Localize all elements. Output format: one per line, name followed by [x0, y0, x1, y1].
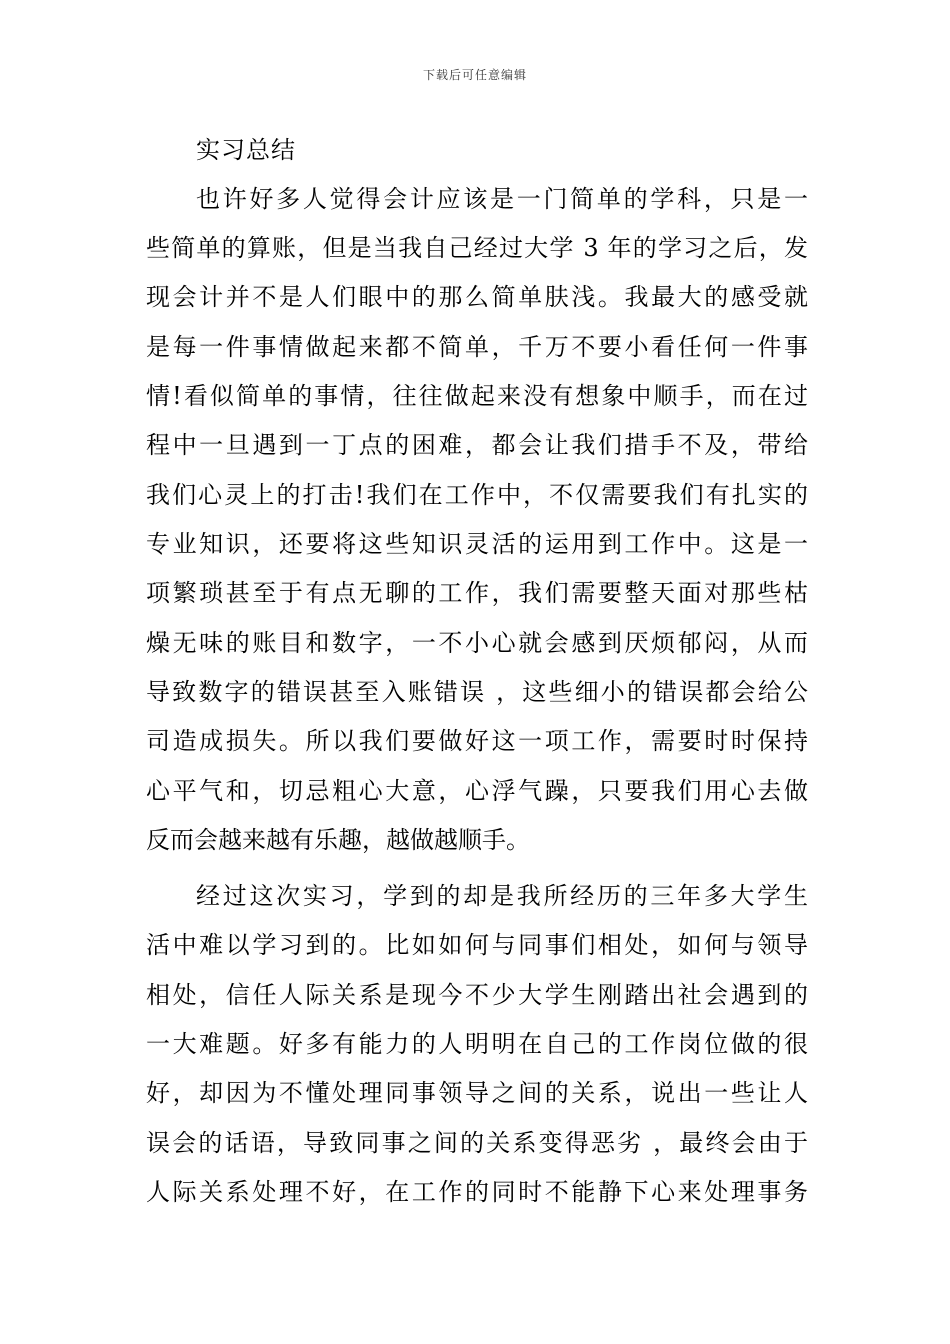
text-line: 我们心灵上的打击!我们在工作中，不仅需要我们有扎实的 [146, 481, 808, 509]
text-line: 现会计并不是人们眼中的那么简单肤浅。我最大的感受就 [146, 283, 808, 311]
text-line: 司造成损失。所以我们要做好这一项工作，需要时时保持 [146, 727, 808, 755]
text-line: 导致数字的错误甚至入账错误 ，这些细小的错误都会给公 [146, 678, 808, 706]
text-line: 一大难题。好多有能力的人明明在自己的工作岗位做的很 [146, 1030, 808, 1058]
text-line: 燥无味的账目和数字，一不小心就会感到厌烦郁闷，从而 [146, 629, 808, 657]
text-line: 好，却因为不懂处理同事领导之间的关系，说出一些让人 [146, 1079, 808, 1107]
text-line: 反而会越来越有乐趣，越做越顺手。 [146, 826, 530, 854]
text-line: 专业知识，还要将这些知识灵活的运用到工作中。这是一 [146, 530, 808, 558]
text-line: 心平气和，切忌粗心大意，心浮气躁，只要我们用心去做 [146, 777, 808, 805]
text-line: 些简单的算账，但是当我自己经过大学 3 年的学习之后，发 [146, 234, 808, 262]
text-line: 情!看似简单的事情，往往做起来没有想象中顺手，而在过 [146, 382, 808, 410]
document-title: 实习总结 [196, 136, 296, 164]
text-line: 误会的话语，导致同事之间的关系变得恶劣 ，最终会由于 [146, 1129, 808, 1157]
text-line: 程中一旦遇到一丁点的困难，都会让我们措手不及，带给 [146, 431, 808, 459]
text-line: 相处，信任人际关系是现今不少大学生刚踏出社会遇到的 [146, 981, 808, 1009]
text-line: 是每一件事情做起来都不简单，千万不要小看任何一件事 [146, 333, 808, 361]
header-note: 下载后可任意编辑 [422, 68, 527, 82]
text-line: 活中难以学习到的。比如如何与同事们相处，如何与领导 [146, 931, 808, 959]
text-line: 也许好多人觉得会计应该是一门简单的学科，只是一 [196, 185, 808, 213]
text-line: 经过这次实习，学到的却是我所经历的三年多大学生 [196, 882, 808, 910]
text-line: 项繁琐甚至于有点无聊的工作，我们需要整天面对那些枯 [146, 579, 808, 607]
text-line: 人际关系处理不好，在工作的同时不能静下心来处理事务 [146, 1178, 808, 1206]
